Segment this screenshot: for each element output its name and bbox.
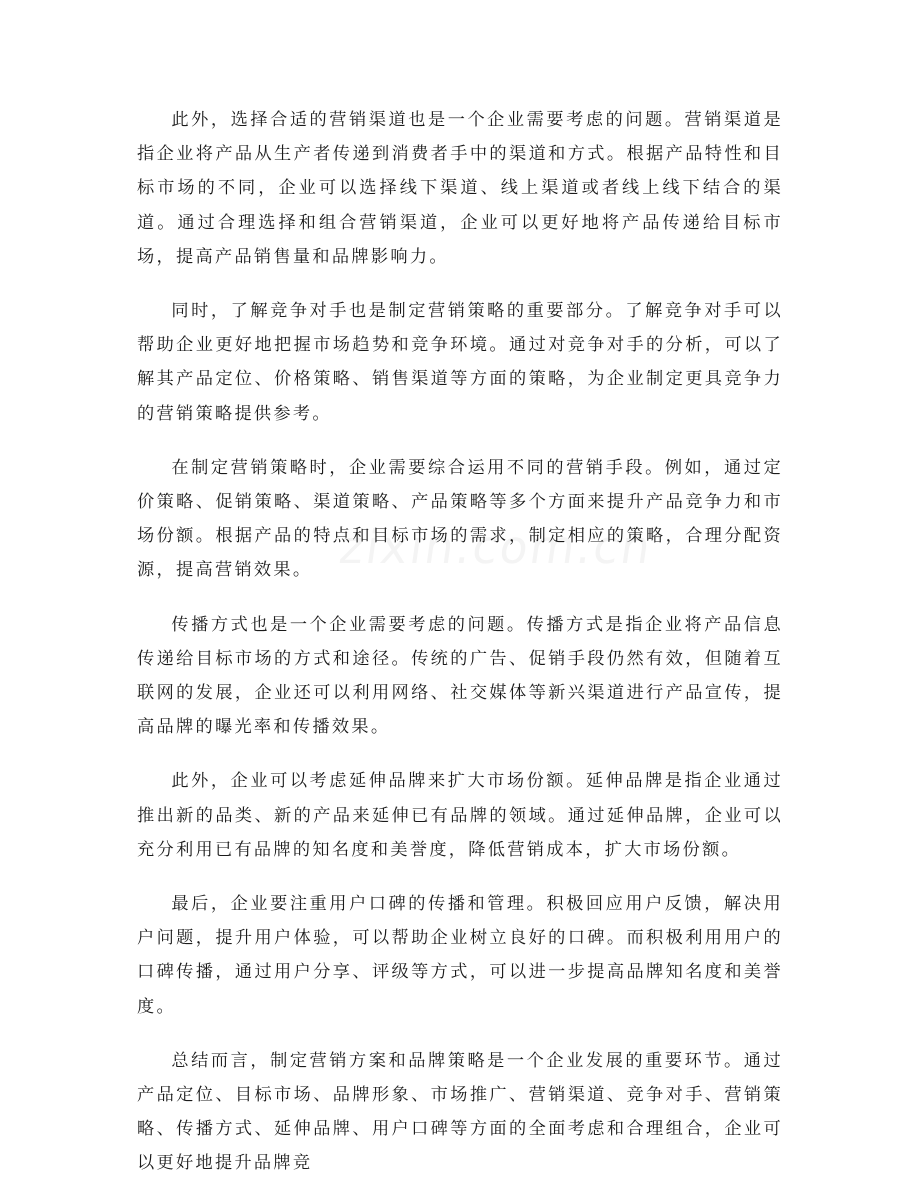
document-body bbox=[137, 103, 783, 1201]
paragraph-communication: 传播方式也是一个企业需要考虑的问题。传播方式是指企业将产品信息传递给目标市场的方式和途径。传统的广告、促销手段仍然有效，但随着互联网的发展，企业还可以利用网络、社交媒体等新兴渠道进行产品宣传，提高品牌的曝光率和传播效果。 bbox=[137, 614, 783, 738]
paragraph-marketing-channels: 此外，选择合适的营销渠道也是一个企业需要考虑的问题。营销渠道是指企业将产品从生产者传递到消费者手中的渠道和方式。根据产品特性和目标市场的不同，企业可以选择线下渠道、线上渠道或者线上线下结合的渠道。通过合理选择和组合营销渠道，企业可以更好地将产品传递给目标市场，提高产品销售量和品牌影响力。 bbox=[137, 110, 783, 267]
paragraph-competitors: 同时，了解竞争对手也是制定营销策略的重要部分。了解竞争对手可以帮助企业更好地把握市场趋势和竞争环境。通过对竞争对手的分析，可以了解其产品定位、价格策略、销售渠道等方面的策略，为企业制定更具竞争力的营销策略提供参考。 bbox=[137, 301, 783, 424]
paragraph-brand-extension: 此外，企业可以考虑延伸品牌来扩大市场份额。延伸品牌是指企业通过推出新的品类、新的产品来延伸已有品牌的领域。通过延伸品牌，企业可以充分利用已有品牌的知名度和美誉度，降低营销成本，扩大市场份额。 bbox=[137, 771, 783, 860]
paragraph-marketing-strategy: 在制定营销策略时，企业需要综合运用不同的营销手段。例如，通过定价策略、促销策略、渠道策略、产品策略等多个方面来提升产品竞争力和市场份额。根据产品的特点和目标市场的需求，制定相应的策略，合理分配资源，提高营销效果。 bbox=[137, 457, 783, 581]
paragraph-word-of-mouth: 最后，企业要注重用户口碑的传播和管理。积极回应用户反馈，解决用户问题，提升用户体验，可以帮助企业树立良好的口碑。而积极利用用户的口碑传播，通过用户分享、评级等方式，可以进一步提高品牌知名度和美誉度。 bbox=[137, 894, 783, 1017]
paragraph-summary: 总结而言，制定营销方案和品牌策略是一个企业发展的重要环节。通过产品定位、目标市场、品牌形象、市场推广、营销渠道、竞争对手、营销策略、传播方式、延伸品牌、用户口碑等方面的全面考虑和合理组合，企业可以更好地提升品牌竞 bbox=[137, 1050, 783, 1174]
